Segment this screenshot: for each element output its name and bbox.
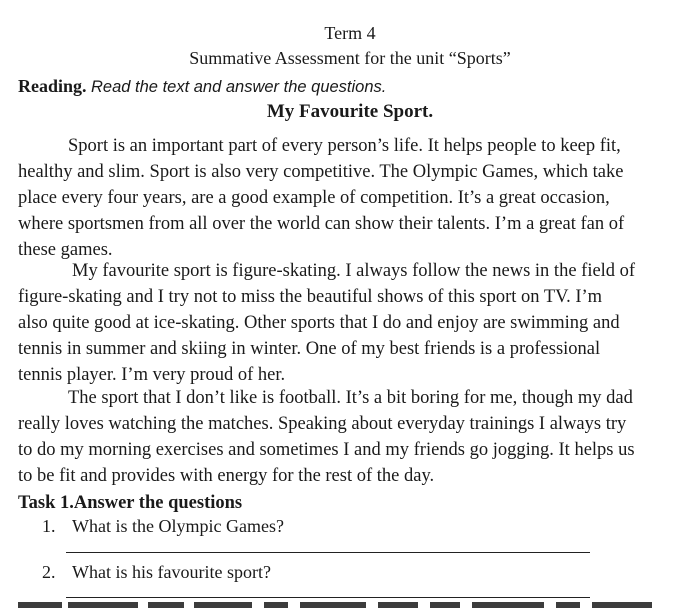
question-item [42,561,271,583]
paragraph-line: tennis in summer and skiing in winter. One of my best friends is a professional [18,339,601,359]
question-text: What is his favourite sport? [72,562,271,582]
paragraph-line: tennis player. I’m very proud of her. [18,365,286,385]
story-title: My Favourite Sport. [266,101,434,122]
paragraph-line: place every four years, are a good example of competition. It’s a great occasion, [18,188,610,208]
paragraph-line: where sportsmen from all over the world can show their talents. I’m a great fan of [18,214,625,234]
paragraph-line: also quite good at ice-skating. Other sports that I do and enjoy are swimming and [18,313,620,333]
assessment-subtitle: Summative Assessment for the unit “Sports” [189,48,511,68]
story-paragraph-2 [18,258,668,388]
reading-instruction-text: Read the text and answer the questions. [91,78,387,96]
term-label: Term 4 [324,23,376,43]
cropped-text-fragment [18,602,682,608]
paragraph-line: to be fit and provides with energy for the rest of the day. [18,466,435,486]
task-heading: Task 1.Answer the questions [18,493,243,513]
paragraph-line: figure-skating and I try not to miss the beautiful shows of this sport on TV. I’m [18,287,603,307]
answer-line-1[interactable] [66,552,590,553]
paragraph-line: these games. [18,240,113,260]
answer-line-2[interactable] [66,597,590,598]
story-paragraph-1 [18,133,668,263]
paragraph-line: to do my morning exercises and sometimes I and my friends go jogging. It helps us [18,440,635,460]
paragraph-line: really loves watching the matches. Speaking about everyday trainings I always try [18,414,627,434]
reading-instruction [18,74,386,99]
question-text: What is the Olympic Games? [72,516,284,536]
reading-label: Reading. [18,76,87,96]
paragraph-line: The sport that I don’t like is football. It’s a bit boring for me, though my dad [68,388,633,408]
paragraph-line: My favourite sport is figure-skating. I always follow the news in the field of [72,261,636,281]
paragraph-line: healthy and slim. Sport is also very competitive. The Olympic Games, which take [18,162,624,182]
question-number: 2. [42,562,56,582]
paragraph-line: Sport is an important part of every person’s life. It helps people to keep fit, [68,136,621,156]
question-number: 1. [42,516,56,536]
question-item [42,515,284,537]
story-paragraph-3 [18,385,668,489]
